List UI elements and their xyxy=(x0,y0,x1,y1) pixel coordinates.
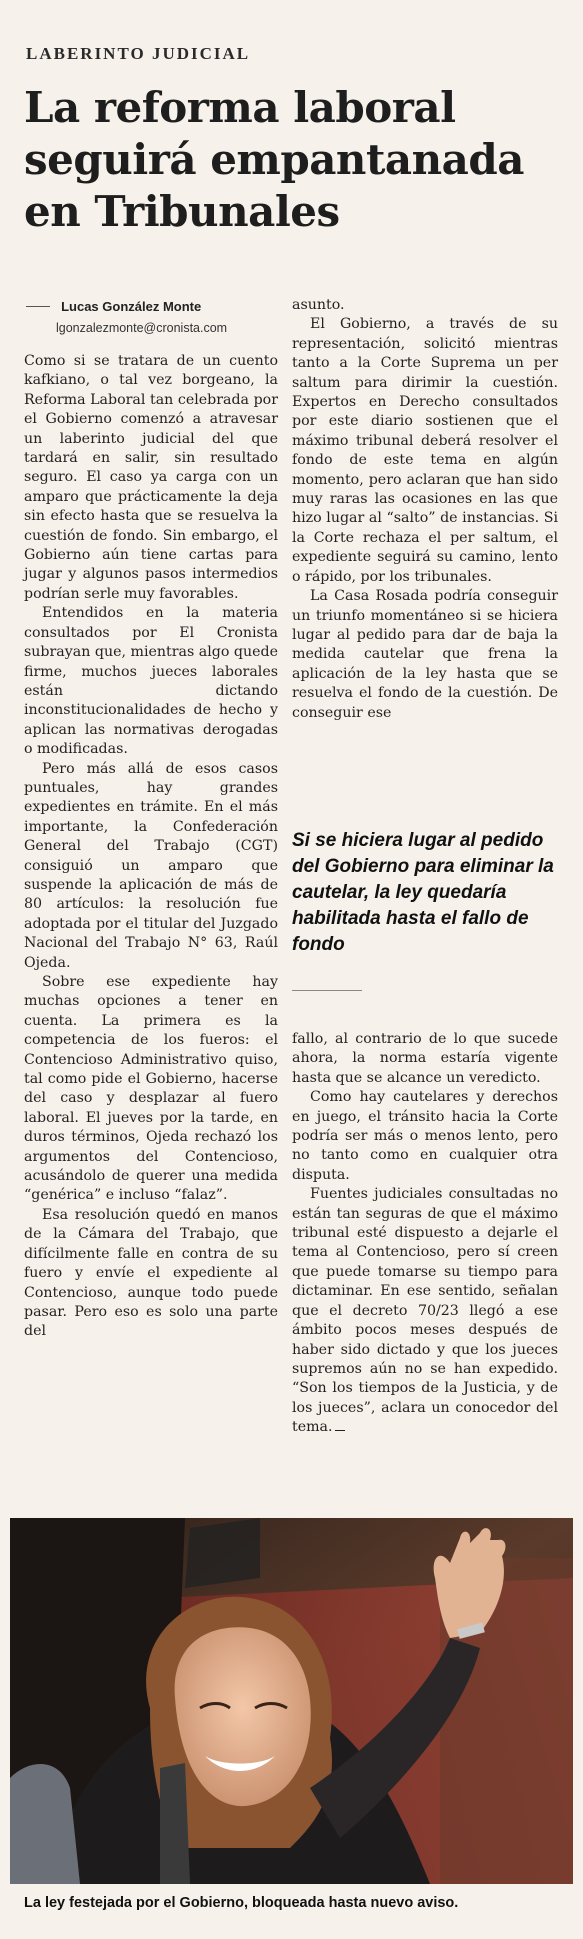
section-label: LABERINTO JUDICIAL xyxy=(26,44,251,63)
paragraph: Pero más allá de esos casos puntuales, hay grandes expedientes en trámite. En el más importante, la Confederación General del Trabajo (CGT) consiguió un amparo que suspende la aplicación de más de 80 artículos: la resolución fue adoptada por el titular del Juzgado Nacional del Trabajo N° 63, Raúl Ojeda. xyxy=(24,760,278,971)
paragraph xyxy=(292,1185,558,1437)
author-name: Lucas González Monte xyxy=(61,299,202,314)
paragraph: asunto. xyxy=(292,297,345,313)
end-of-article-mark xyxy=(335,1430,345,1431)
paragraph: Esa resolución quedó en manos de la Cámara del Trabajo, que difícilmente falle en contra de su fuero y envíe el expediente al Contencioso, aunque todo puede pasar. Pero eso es solo una parte del xyxy=(24,1206,278,1340)
article-column-right-top xyxy=(292,296,558,723)
paragraph: Como hay cautelares y derechos en juego, el tránsito hacia la Corte podría ser más o menos lento, pero no tanto como en cualquier otra disputa. xyxy=(292,1089,558,1183)
paragraph: La Casa Rosada podría conseguir un triunfo momentáneo si se hiciera lugar al pedido para dar de baja la medida cautelar que frena la aplicación de la ley hasta que se resuelva el fondo de la cuestión. De conseguir ese xyxy=(292,588,558,721)
paragraph: Entendidos en la materia consultados por El Cronista subrayan que, mientras algo quede firme, muchos jueces laborales están dictando inconstitucionalidades de hecho y aplican las normativas derogadas o modificadas. xyxy=(24,605,278,758)
pull-quote: Si se hiciera lugar al pedido del Gobierno para eliminar la cautelar, la ley quedaría habilitada hasta el fallo de fondo xyxy=(292,830,554,955)
byline-rule xyxy=(26,306,50,307)
paragraph-text: Fuentes judiciales consultadas no están tan seguras de que el máximo tribunal esté dispuesto a dejarle el tema al Contencioso, pero sí creen que puede tomarse su tiempo para dictaminar. En ese sentido, señalan que el decreto 70/23 llegó a ese ámbito pocos meses después de haber sido dictado y que los jueces supremos aún no se han expedido. “Son los tiempos de la Justicia, y de los jueces”, aclara un conocedor del tema. xyxy=(292,1186,558,1436)
paragraph: Como si se tratara de un cuento kafkiano, o tal vez borgeano, la Reforma Laboral tan celebrada por el Gobierno comenzó a atravesar un laberinto judicial del que tardará en salir, sin resultado seguro. El caso ya carga con un amparo que prácticamente la deja sin efecto hasta que se resuelva la cuestión de fondo. Sin embargo, el Gobierno aún tiene cartas para jugar y algunos pasos intermedios podrían serle muy favorables. xyxy=(24,353,278,602)
author-email: lgonzalezmonte@cronista.com xyxy=(56,321,228,335)
woman-waving-photo xyxy=(10,1518,573,1884)
photo-caption: La ley festejada por el Gobierno, bloqueada hasta nuevo aviso. xyxy=(24,1895,459,1911)
byline xyxy=(26,296,286,335)
paragraph: fallo, al contrario de lo que sucede ahora, la norma estaría vigente hasta que se alcance un veredicto. xyxy=(292,1031,558,1086)
headline: La reforma laboral seguirá empantanada en Tribunales xyxy=(24,83,524,236)
article-photo xyxy=(10,1518,573,1884)
article-column-right-bottom xyxy=(292,1030,558,1438)
pull-quote-rule xyxy=(292,990,362,991)
article-column-left xyxy=(24,352,278,1342)
paragraph: El Gobierno, a través de su representación, solicitó mientras tanto a la Corte Suprema un per saltum para dirimir la cuestión. Expertos en Derecho consultados por este diario sostienen que el máximo tribunal deberá resolver el fondo de este tema en algún momento, pero aclaran que han sido muy raras las ocasiones en las que hizo lugar al “salto” de instancias. Si la Corte rechaza el per saltum, el expediente seguirá su camino, lento o rápido, por los tribunales. xyxy=(292,316,558,585)
paragraph: Sobre ese expediente hay muchas opciones a tener en cuenta. La primera es la competencia de los fueros: el Contencioso Administrativo quiso, tal como pide el Gobierno, hacerse del caso y desplazar al fuero laboral. El jueves por la tarde, en duros términos, Ojeda rechazó los argumentos del Contencioso, acusándolo de querer una medida “genérica” e incluso “falaz”. xyxy=(24,974,278,1204)
